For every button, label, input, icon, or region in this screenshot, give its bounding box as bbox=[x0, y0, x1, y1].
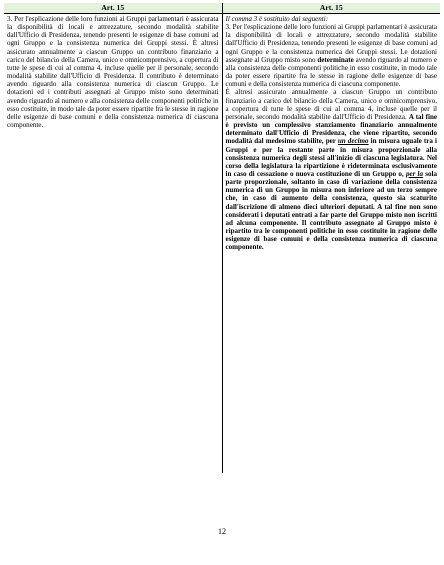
right-p2-segment-b-bold: A tal fine è previsto un complessivo stanziamento finanziario annualmente determinato dall'Ufficio di Presidenza, che viene ripartito, secondo modalità dal medesimo stabilite, per bbox=[225, 112, 438, 146]
left-column-text-cell bbox=[4, 14, 222, 474]
right-p2-segment-f-bold: sola parte proporzionale, soltanto in caso di variazione della consistenza numerica di un Gruppo in misura non inferiore ad un terzo sempre che, in caso di aumento della consistenza, questo sia scaturito dall'iscrizione di almeno dieci ulteriori deputati. A tal fine non sono considerati i deputati entrati a far parte del Gruppo misto non iscritti ad alcuna componente. Il contributo assegnato al Gruppo misto è ripartito tra le componenti politiche in esso costituite in ragione delle esigenze di base comuni e della consistenza numerica di ciascuna componente. bbox=[225, 169, 437, 252]
comparison-table-wrapper bbox=[4, 3, 440, 473]
right-p2-segment-d-bold: in misura uguale tra i Gruppi e per la restante parte in misura proporzionale alla consistenza numerica degli stessi all'inizio di ciascuna legislatura. Nel corso della legislatura la ripartizione è rideterminata esclusivamente in caso di cessazione o nuova costituzione di un Gruppo o, bbox=[225, 137, 437, 178]
right-p1-segment-c: avendo riguardo al numero e alla consistenza delle componenti politiche in esso costituite, in modo tale da poter essere ripartite fra le stesse in ragione delle esigenze di base comuni e della consistenza numerica di ciascuna componente. bbox=[225, 55, 437, 89]
header-row bbox=[4, 3, 440, 14]
right-column-header: Art. 15 bbox=[222, 3, 440, 14]
left-column-header: Art. 15 bbox=[4, 3, 222, 14]
right-p2-segment-e-underlined: per la bbox=[405, 169, 424, 178]
right-comma-3-text bbox=[226, 23, 438, 88]
right-p1-segment-b-bold: determinate bbox=[317, 55, 354, 64]
right-intro-text: Il comma 3 è sostituito dai seguenti: bbox=[225, 15, 329, 23]
left-comma-3-text: 3. Per l'esplicazione delle loro funzioni ai Gruppi parlamentari è assicurata la disponibilità di locali e attrezzature, secondo modalità stabilite dall'Ufficio di Presidenza, tenendo presenti le esigenze di base comuni ad ogni Gruppo e la consistenza numerica dei Gruppi stessi. È altresì assicurato annualmente a ciascun Gruppo un contributo finanziario a carico del bilancio della Camera, unico e omnicomprensivo, a copertura di tutte le spese di cui al comma 4, incluse quelle per il personale, secondo modalità stabilite dall'Ufficio di Presidenza. Il contributo è determinato avendo riguardo alla consistenza numerica di ciascun Gruppo. Le dotazioni ed i contributi assegnati al Gruppo misto sono determinati avendo riguardo al numero e alla consistenza delle componenti politiche in esso costituite, in modo tale da poter essere ripartite fra le stesse in ragione delle esigenze di base comuni e della consistenza numerica di ciascuna componente. bbox=[7, 15, 219, 130]
right-p1-segment-a: 3. Per l'esplicazione delle loro funzioni ai Gruppi parlamentari è assicurata la disponibilità di locali e attrezzature, secondo modalità stabilite dall'Ufficio di Presidenza, tenendo presenti le esigenze di base comuni ad ogni Gruppo e la consistenza numerica dei Gruppi stessi. Le dotazioni assegnate al Gruppo misto sono bbox=[225, 23, 437, 64]
comparison-table bbox=[4, 3, 440, 473]
right-comma-3-second-paragraph bbox=[226, 88, 438, 251]
right-p2-segment-c-underlined: un decimo bbox=[337, 137, 369, 146]
content-row bbox=[4, 14, 440, 474]
page-number: 12 bbox=[218, 527, 226, 536]
right-column-text-cell bbox=[222, 14, 440, 474]
right-p2-segment-a: È altresì assicurato annualmente a ciascun Gruppo un contributo finanziario a carico del bilancio della Camera, unico e omnicomprensivo, a copertura di tutte le spese di cui al comma 4, incluse quelle per il personale, secondo modalità stabilite dall'Ufficio di Presidenza. bbox=[225, 88, 437, 121]
